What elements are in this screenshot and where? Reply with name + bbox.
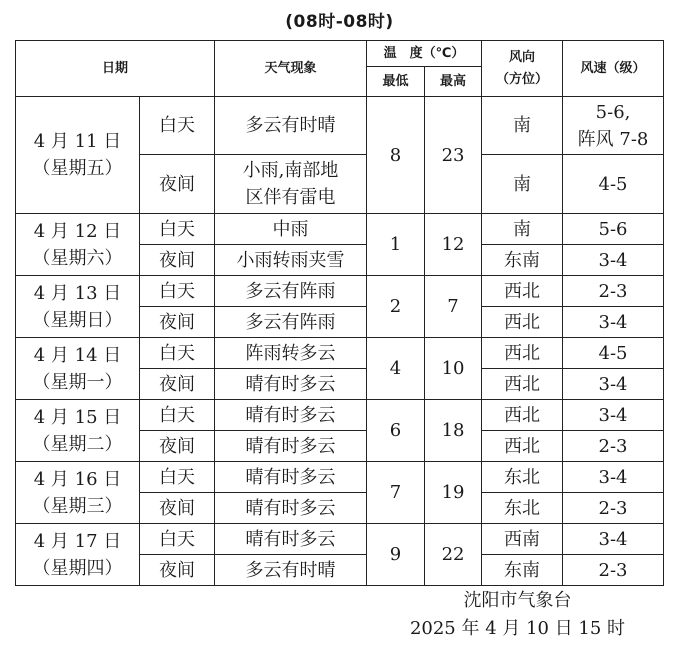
weather-cell: 阵雨转多云: [215, 338, 367, 369]
date-label: 4 月 16 日: [33, 468, 122, 490]
max-temp-cell: 23: [425, 97, 482, 214]
header-wind-direction: [482, 41, 563, 97]
weekday-label: （星期五）: [32, 158, 123, 179]
period-label: 白天: [140, 97, 215, 155]
wind-direction-cell: 西南: [482, 524, 563, 555]
period-label: 白天: [140, 214, 215, 245]
weekday-label: （星期四）: [32, 557, 123, 579]
date-label: 4 月 17 日: [33, 530, 122, 552]
weather-cell: 晴有时多云: [215, 493, 367, 524]
wind-speed-cell: 3-4: [563, 462, 664, 493]
max-temp-cell: 7: [425, 276, 482, 338]
weather-cell: [215, 155, 367, 214]
weekday-label: （星期二）: [32, 433, 123, 455]
weather-cell: 小雨转雨夹雪: [215, 245, 367, 276]
weekday-label: （星期三）: [32, 495, 123, 517]
wind-direction-cell: 西北: [482, 307, 563, 338]
period-label: 白天: [140, 338, 215, 369]
table-row: [16, 97, 664, 155]
weather-cell: 多云有阵雨: [215, 307, 367, 338]
wind-speed-cell: 4-5: [563, 155, 664, 214]
weather-cell: 中雨: [215, 214, 367, 245]
period-label: 夜间: [140, 369, 215, 400]
wind-direction-cell: 东南: [482, 555, 563, 586]
wind-speed-cell: [563, 97, 664, 155]
wind-speed-cell: 4-5: [563, 338, 664, 369]
date-cell: [16, 338, 140, 400]
wind-direction-cell: 西北: [482, 400, 563, 431]
date-cell: [16, 214, 140, 276]
wind-speed-cell: 3-4: [563, 369, 664, 400]
wind-speed-cell: 5-6: [563, 214, 664, 245]
header-wind-direction-line1: 风向: [509, 49, 536, 65]
header-temperature: 温 度（℃）: [367, 41, 482, 67]
weather-cell: 晴有时多云: [215, 431, 367, 462]
wind-speed-cell: 3-4: [563, 245, 664, 276]
wind-speed-cell: 2-3: [563, 493, 664, 524]
forecast-table: [15, 40, 664, 586]
max-temp-cell: 12: [425, 214, 482, 276]
weekday-label: （星期日）: [32, 309, 123, 331]
period-label: 夜间: [140, 155, 215, 214]
date-cell: [16, 276, 140, 338]
min-temp-cell: 7: [367, 462, 425, 524]
table-row: [16, 462, 664, 493]
header-wind-speed: 风速（级）: [563, 41, 664, 97]
period-label: 夜间: [140, 555, 215, 586]
wind-direction-cell: 南: [482, 214, 563, 245]
date-label: 4 月 14 日: [33, 344, 122, 366]
period-label: 夜间: [140, 245, 215, 276]
wind-direction-cell: 西北: [482, 431, 563, 462]
wind-direction-cell: 东北: [482, 462, 563, 493]
wind-speed-cell: 3-4: [563, 400, 664, 431]
date-cell: [16, 462, 140, 524]
weather-cell: 晴有时多云: [215, 369, 367, 400]
wind-direction-cell: 东北: [482, 493, 563, 524]
period-label: 夜间: [140, 307, 215, 338]
max-temp-cell: 22: [425, 524, 482, 586]
header-date: 日期: [16, 41, 215, 97]
wind-direction-cell: 东南: [482, 245, 563, 276]
weather-line2: 区伴有雷电: [245, 187, 336, 208]
wind-direction-cell: 西北: [482, 369, 563, 400]
issue-time: 2025 年 4 月 10 日 15 时: [409, 618, 626, 639]
header-min-temp: 最低: [367, 67, 425, 97]
min-temp-cell: 8: [367, 97, 425, 214]
wind-direction-cell: 南: [482, 155, 563, 214]
max-temp-cell: 10: [425, 338, 482, 400]
date-label: 4 月 12 日: [33, 220, 122, 242]
period-label: 白天: [140, 524, 215, 555]
period-label: 白天: [140, 400, 215, 431]
forecast-title: (08时-08时): [285, 12, 394, 32]
wind-speed-cell: 3-4: [563, 307, 664, 338]
weather-cell: 多云有阵雨: [215, 276, 367, 307]
weather-cell: 晴有时多云: [215, 400, 367, 431]
min-temp-cell: 6: [367, 400, 425, 462]
issuer-label: 沈阳市气象台: [463, 590, 572, 611]
min-temp-cell: 2: [367, 276, 425, 338]
weather-cell: 晴有时多云: [215, 524, 367, 555]
weather-cell: 晴有时多云: [215, 462, 367, 493]
weather-line1: 小雨,南部地: [242, 160, 339, 181]
weekday-label: （星期六）: [32, 247, 123, 269]
wind-speed-cell: 2-3: [563, 555, 664, 586]
date-label: 4 月 13 日: [33, 282, 122, 304]
min-temp-cell: 1: [367, 214, 425, 276]
wind-speed-cell: 2-3: [563, 431, 664, 462]
weather-cell: 多云有时晴: [215, 555, 367, 586]
period-label: 夜间: [140, 431, 215, 462]
date-cell: [16, 524, 140, 586]
header-wind-direction-line2: （方位）: [496, 71, 549, 87]
min-temp-cell: 4: [367, 338, 425, 400]
wind-speed-cell: 3-4: [563, 524, 664, 555]
table-row: [16, 338, 664, 369]
date-cell: [16, 400, 140, 462]
wind-direction-cell: 西北: [482, 338, 563, 369]
max-temp-cell: 18: [425, 400, 482, 462]
period-label: 白天: [140, 462, 215, 493]
table-row: [16, 214, 664, 245]
weather-cell: 多云有时晴: [215, 97, 367, 155]
period-label: 白天: [140, 276, 215, 307]
period-label: 夜间: [140, 493, 215, 524]
date-label: 4 月 15 日: [33, 406, 122, 428]
max-temp-cell: 19: [425, 462, 482, 524]
wind-speed-line2: 阵风 7-8: [577, 128, 649, 150]
date-cell: [16, 97, 140, 214]
wind-direction-cell: 南: [482, 97, 563, 155]
wind-direction-cell: 西北: [482, 276, 563, 307]
wind-speed-line1: 5-6,: [595, 101, 631, 123]
weekday-label: （星期一）: [32, 371, 123, 393]
header-weather: 天气现象: [215, 41, 367, 97]
table-row: [16, 524, 664, 555]
table-row: [16, 400, 664, 431]
header-max-temp: 最高: [425, 67, 482, 97]
wind-speed-cell: 2-3: [563, 276, 664, 307]
table-row: [16, 276, 664, 307]
date-label: 4 月 11 日: [33, 131, 122, 152]
min-temp-cell: 9: [367, 524, 425, 586]
